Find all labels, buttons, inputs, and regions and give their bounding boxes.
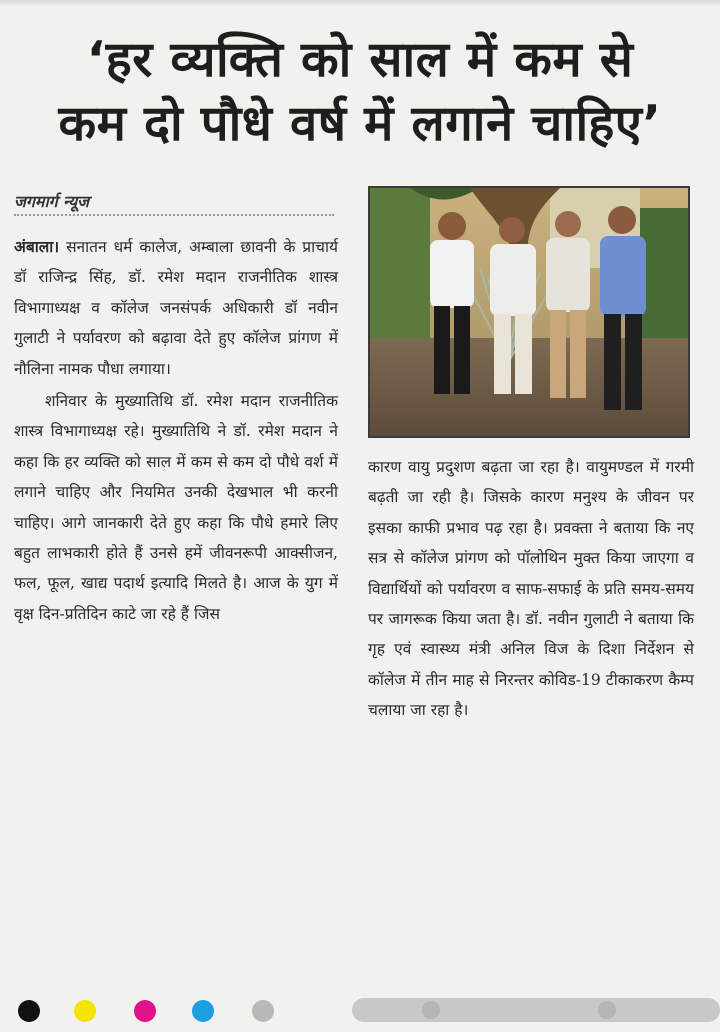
group-photo-planting-icon	[370, 188, 688, 436]
top-rule	[0, 0, 720, 6]
registration-dot-gray	[252, 1000, 274, 1022]
paragraph-3: कारण वायु प्रदुशण बढ़ता जा रहा है। वायुमण्डल में गरमी बढ़ती जा रही है। जिसके कारण मनुश्य के जीवन पर इसका काफी प्रभाव पढ़ रहा है। प्रवक्ता ने बताया कि नए सत्र से कॉलेज प्रांगण को पॉलोथिन मुक्त किया जाएगा व विद्यार्थियों को पर्यावरण व साफ-सफाई के प्रति समय-समय पर जागरूक किया जता है। डॉ. नवीन गुलाटी ने बताया कि गृह एवं स्वास्थ्य मंत्री अनिल विज के दिशा निर्देशन से कॉलेज में तीन माह से निरन्तर कोविड-19 टीकाकरण कैम्प चलाया जा रहा है।	[368, 458, 694, 720]
registration-dot-yellow	[74, 1000, 96, 1022]
article-column-left	[14, 232, 338, 629]
registration-strip	[352, 998, 720, 1022]
registration-dot-magenta	[134, 1000, 156, 1022]
registration-dot-black	[18, 1000, 40, 1022]
article-column-right	[368, 452, 694, 726]
headline	[10, 28, 710, 156]
paragraph-1-text: सनातन धर्म कालेज, अम्बाला छावनी के प्राचार्य डॉ राजिन्द्र सिंह, डॉ. रमेश मदान राजनीतिक शास्त्र विभागाध्यक्ष व कॉलेज जनसंपर्क अधिकारी डॉ नवीन गुलाटी ने पर्यावरण को बढ़ावा देते हुए कॉलेज प्रांगण में नौलिना नामक पौधा लगाया।	[14, 238, 338, 378]
paragraph-1	[14, 232, 338, 384]
byline: जगमार्ग न्यूज	[14, 190, 334, 216]
headline-line-1: ‘हर व्यक्ति को साल में कम से	[86, 31, 634, 88]
dateline: अंबाला।	[14, 237, 60, 256]
registration-strip-knob	[422, 1001, 440, 1019]
registration-strip-knob	[598, 1001, 616, 1019]
news-photo	[368, 186, 690, 438]
headline-line-2: कम दो पौधे वर्ष में लगाने चाहिए’	[58, 95, 662, 152]
paragraph-2: शनिवार के मुख्यातिथि डॉ. रमेश मदान राजनीतिक शास्त्र विभागाध्यक्ष रहे। मुख्यातिथि ने डॉ. रमेश मदान ने कहा कि हर व्यक्ति को साल में कम से कम दो पौधे वर्श में लगाने चाहिए और नियमित उनकी देखभाल भी करनी चाहिए। आगे जानकारी देते हुए कहा कि पौधे हमारे लिए बहुत लाभकारी होते हैं उनसे हमें जीवनरूपी आक्सीजन, फल, फूल, खाद्य पदार्थ इत्यादि मिलते है। आज के युग में वृक्ष दिन-प्रतिदिन काटे जा रहे हैं जिस	[14, 392, 338, 623]
registration-dot-cyan	[192, 1000, 214, 1022]
